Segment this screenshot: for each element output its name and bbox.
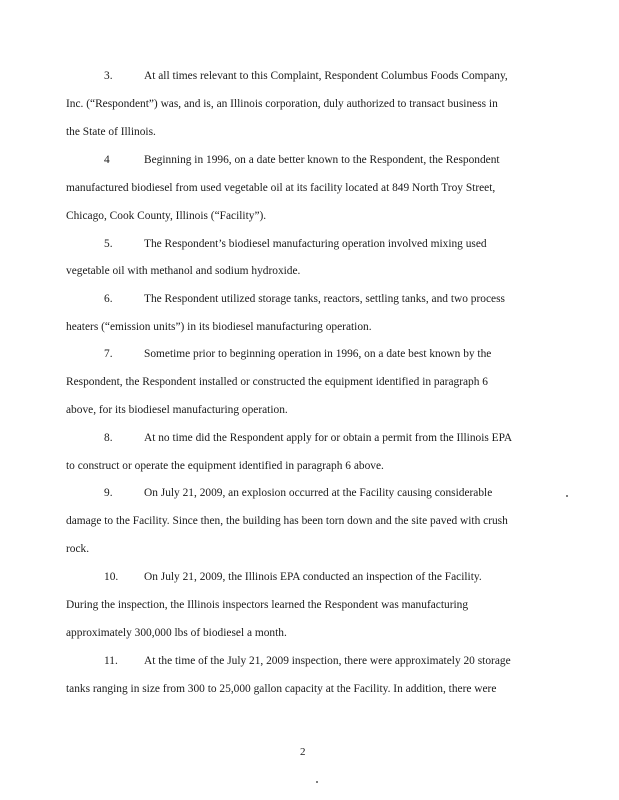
paragraph-line: heaters (“emission units”) in its biodiesel manufacturing operation.: [66, 321, 372, 333]
paragraph-line: Beginning in 1996, on a date better known to the Respondent, the Respondent: [144, 154, 500, 166]
paragraph-line: tanks ranging in size from 300 to 25,000 gallon capacity at the Facility. In addition, there were: [66, 683, 497, 695]
paragraph-line: rock.: [66, 543, 90, 555]
paragraph-line: damage to the Facility. Since then, the building has been torn down and the site paved with crush: [66, 515, 508, 527]
scan-speck: [316, 781, 318, 783]
paragraph-line: At the time of the July 21, 2009 inspection, there were approximately 20 storage: [144, 655, 511, 667]
paragraph-number: 8.: [104, 432, 113, 444]
paragraph-line: At no time did the Respondent apply for or obtain a permit from the Illinois EPA: [144, 432, 513, 444]
paragraph-line: Respondent, the Respondent installed or constructed the equipment identified in paragraph 6: [66, 376, 488, 388]
paragraph-number: 9.: [104, 487, 113, 499]
paragraph-line: On July 21, 2009, an explosion occurred at the Facility causing considerable: [144, 487, 493, 499]
paragraph-line: approximately 300,000 lbs of biodiesel a month.: [66, 627, 287, 639]
paragraph-number: 11.: [104, 655, 118, 667]
paragraph-number: 3.: [104, 70, 113, 82]
paragraph-line: manufactured biodiesel from used vegetable oil at its facility located at 849 North Troy Street,: [66, 182, 496, 194]
paragraph-line: to construct or operate the equipment identified in paragraph 6 above.: [66, 460, 384, 472]
paragraph-number: 4: [104, 154, 110, 166]
paragraph-line: above, for its biodiesel manufacturing operation.: [66, 404, 288, 416]
paragraph-line: On July 21, 2009, the Illinois EPA conducted an inspection of the Facility.: [144, 571, 482, 583]
paragraph-line: During the inspection, the Illinois inspectors learned the Respondent was manufacturing: [66, 599, 469, 611]
paragraph-number: 6.: [104, 293, 113, 305]
paragraph-line: the State of Illinois.: [66, 126, 156, 138]
paragraph-line: vegetable oil with methanol and sodium hydroxide.: [66, 265, 301, 277]
paragraph-number: 5.: [104, 238, 113, 250]
paragraph-number: 7.: [104, 348, 113, 360]
scan-speck: [566, 495, 568, 497]
paragraph-number: 10.: [104, 571, 119, 583]
paragraph-line: Inc. (“Respondent”) was, and is, an Illinois corporation, duly authorized to transact business in: [66, 98, 498, 110]
paragraph-line: The Respondent utilized storage tanks, reactors, settling tanks, and two process: [144, 293, 505, 305]
paragraph-line: Chicago, Cook County, Illinois (“Facility”).: [66, 210, 267, 222]
page-number: 2: [300, 746, 306, 758]
paragraph-line: Sometime prior to beginning operation in 1996, on a date best known by the: [144, 348, 492, 360]
paragraph-line: The Respondent’s biodiesel manufacturing operation involved mixing used: [144, 238, 487, 250]
paragraph-line: At all times relevant to this Complaint, Respondent Columbus Foods Company,: [144, 70, 508, 82]
